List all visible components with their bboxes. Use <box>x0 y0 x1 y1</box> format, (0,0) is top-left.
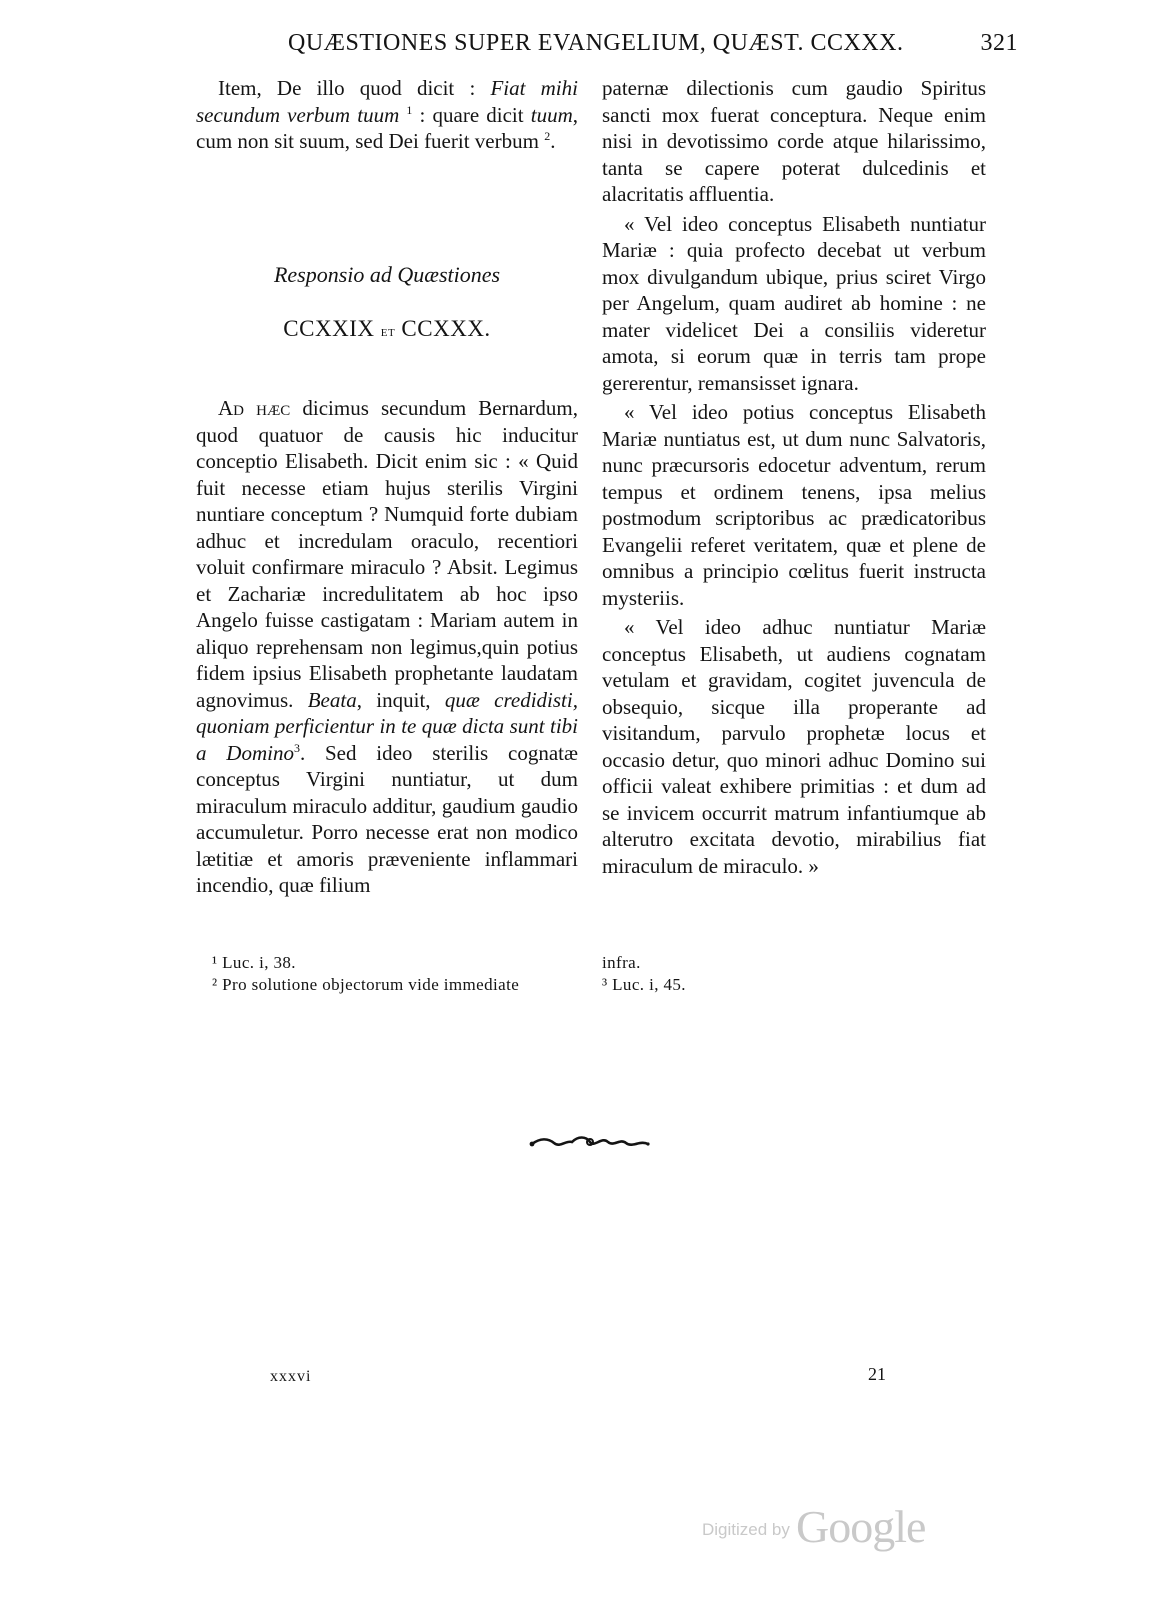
signature-mark-left: xxxvi <box>270 1368 312 1385</box>
footnote-ref-1: 1 <box>406 102 413 117</box>
running-title: QUÆSTIONES SUPER EVANGELIUM, QUÆST. CCXXX. <box>288 30 904 56</box>
footnotes-left <box>212 952 592 996</box>
digitized-watermark <box>702 1500 942 1560</box>
right-para-3: « Vel ideo potius conceptus Elisabeth Mariæ nuntiatus est, ut dum nunc Salvatoris, nunc præcursoris edocetur adventum, rerum tempus et ordinem tenens, ipsa melius postmodum scriptoribus ac prædicatoribus Evangelii referet veritatem, quæ et plene de omnibus a principio cœlitus fuerit instructa mysteriis. <box>602 400 986 610</box>
digitized-label: Digitized by <box>702 1520 790 1539</box>
footnotes-right <box>602 952 982 996</box>
footnote-ref-2: 2 <box>544 129 551 143</box>
running-head <box>288 30 1018 62</box>
response-title: Responsio ad Quæstiones <box>273 262 501 287</box>
item-paragraph: Item, De illo quod dicit : Fiat mihi secundum verbum tuum $^1$ : quare dicit tuum, cum non sit suum, sed Dei fuerit verbum $^2$. <box>196 76 578 153</box>
footnote-2-continued: infra. <box>602 953 641 972</box>
footnote-ref-3: 3 <box>293 740 300 755</box>
initial-words: Ad hæc <box>218 396 291 420</box>
page-number: 321 <box>980 30 1018 56</box>
signature-mark-right: 21 <box>868 1364 886 1384</box>
right-para-2: « Vel ideo conceptus Elisabeth nuntiatur Mariæ : quia profecto decebat ut verbum mox divulgandum ubique, prius sciret Virgo per Angelum, quam audiret ab homine : ne mater videlicet Dei a consiliis videretur amota, si eorum quæ in terris tam prope gererentur, remansisset ignara. <box>602 211 986 395</box>
right-para-4: « Vel ideo adhuc nuntiatur Mariæ conceptus Elisabeth, ut audiens cognatam vetulam et gravidam, cogitet juvencula de obsequio, sicque illa properante ad visitandum, parvulo prophetæ locus et occasio detur, quo minori adhuc Domino sui officii valeat exhibere primitias : et dum ad se invicem occurrit matrum infantiumque ab alterutro excitata devotio, mirabilius fiat miraculum de miraculo. » <box>602 615 986 878</box>
item-quote: Fiat mihi secundum verbum tuum <box>196 76 578 127</box>
footnote-3: ³ Luc. i, 45. <box>602 975 686 994</box>
ornament-divider-icon <box>528 1130 652 1154</box>
right-para-1: paternæ dilectionis cum gaudio Spiritus sancti mox fuerat conceptura. Neque enim nisi in devotissimo corde atque hilarissimo, tanta se capere poterat dulcedinis et alacritatis affluentia. <box>602 76 986 206</box>
google-logo: Google <box>796 1501 926 1552</box>
footnote-2: ² Pro solutione objectorum vide immediate <box>212 975 520 994</box>
right-column <box>602 75 986 879</box>
footnote-1: ¹ Luc. i, 38. <box>212 953 296 972</box>
response-body: Ad hæc dicimus secundum Bernardum, quod quatuor de causis hic inducitur conceptio Elisabeth. Dicit enim sic : « Quid fuit necesse etiam hujus sterilis Virgini nuntiare conceptum ? Numquid forte dubiam adhuc et incredulam oraculo, recentiori voluit confirmare miraculo ? Absit. Legimus et Zachariæ incredulitatem ab hoc ipso Angelo fuisse castigatam : Mariam autem in aliquo reprehensam non legimus,quin potius fidem ipsius Elisabeth prophetante laudatam agnovimus. Beata, inquit, quæ credidisti, quoniam perficientur in te quæ dicta sunt tibi a Domino$^3$. Sed ideo sterilis cognatæ conceptus Virgini nuntiatur, ut dum miraculum miraculo additur, gaudium gaudio accumuletur. Porro necesse erat non modico lætitiæ et amoris prævenientе inflammari incendio, quæ filium <box>196 396 578 897</box>
response-number: CCXXIX et CCXXX. <box>283 316 491 341</box>
